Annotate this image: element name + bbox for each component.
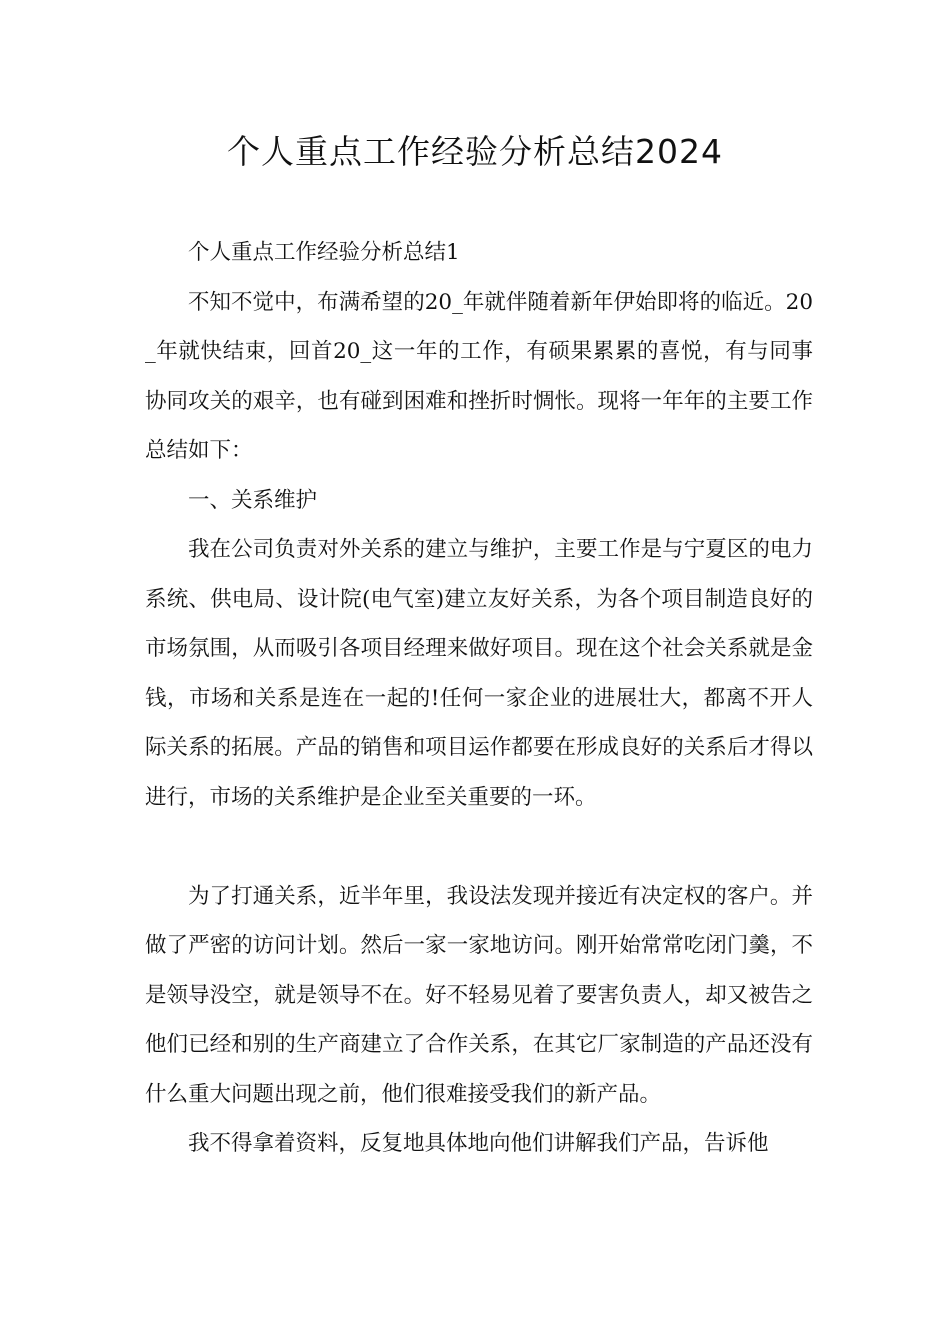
paragraph-relations: 我在公司负责对外关系的建立与维护，主要工作是与宁夏区的电力系统、供电局、设计院(电气室)建立友好关系，为各个项目制造良好的市场氛围，从而吸引各项目经理来做好项目。现在这个社会关系就是金钱，市场和关系是连在一起的!任何一家企业的进展壮大，都离不开人际关系的拓展。产品的销售和项目运作都要在形成良好的关系后才得以进行，市场的关系维护是企业至关重要的一环。 [145, 537, 813, 810]
document-title: 个人重点工作经验分析总结2024 [227, 132, 723, 171]
paragraph-explain: 我不得拿着资料，反复地具体地向他们讲解我们产品，告诉他 [188, 1131, 769, 1156]
section-heading-relations: 一、关系维护 [188, 487, 318, 513]
section-subtitle: 个人重点工作经验分析总结1 [188, 240, 460, 265]
paragraph-intro: 不知不觉中，布满希望的20_年就伴随着新年伊始即将的临近。20_年就快结束，回首20_这一年的工作，有硕果累累的喜悦，有与同事协同攻关的艰辛，也有碰到困难和挫折时惆怅。现将一年年的主要工作总结如下： [145, 289, 813, 463]
document-body [145, 228, 813, 1169]
paragraph-visits: 为了打通关系，近半年里，我设法发现并接近有决定权的客户。并做了严密的访问计划。然后一家一家地访问。刚开始常常吃闭门羹，不是领导没空，就是领导不在。好不轻易见着了要害负责人，却又被告之他们已经和别的生产商建立了合作关系，在其它厂家制造的产品还没有什么重大问题出现之前，他们很难接受我们的新产品。 [145, 883, 813, 1107]
